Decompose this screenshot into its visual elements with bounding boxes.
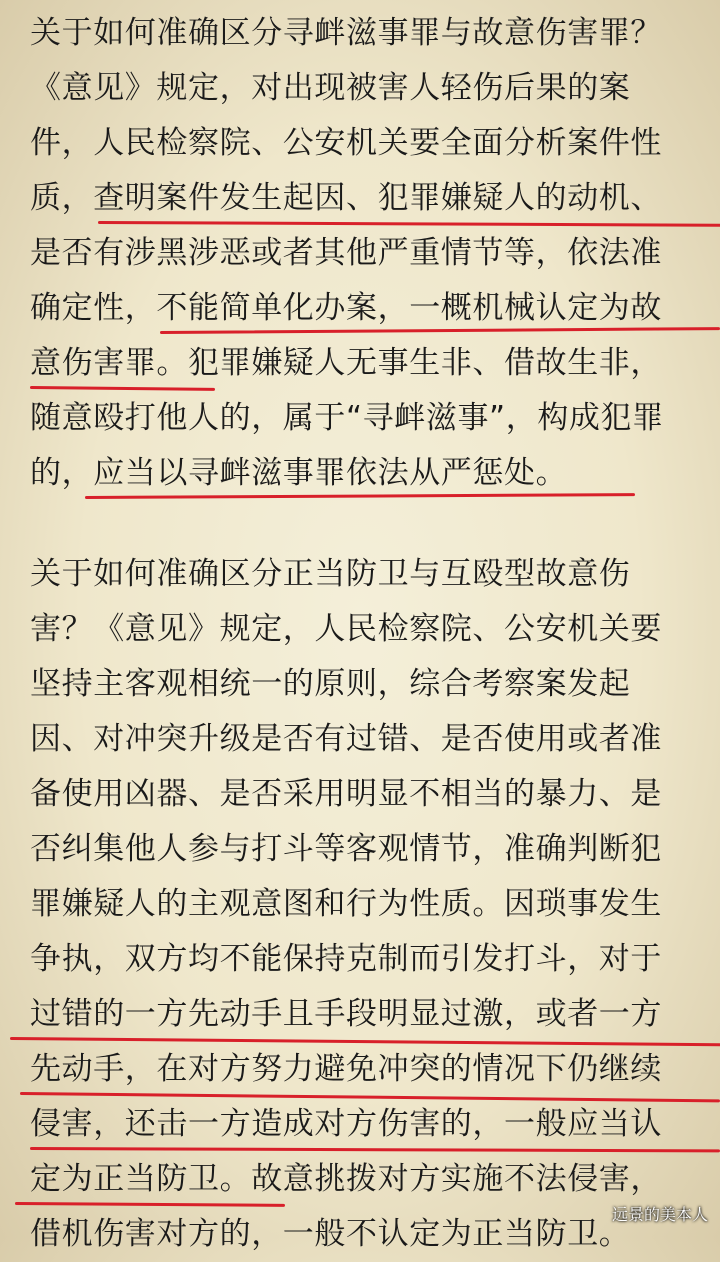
- text-line: 《意见》规定，对出现被害人轻伤后果的案: [30, 70, 631, 106]
- paragraph-provocation: [30, 6, 698, 501]
- text-line: 害？《意见》规定，人民检察院、公安机关要: [30, 611, 662, 647]
- text-line: 过错的一方先动手且手段明显过激，或者一方: [30, 987, 698, 1042]
- text-line: 确定性，不能简单化办案，一概机械认定为故: [30, 281, 698, 336]
- text-line: 是否有涉黑涉恶或者其他严重情节等，依法准: [30, 235, 662, 271]
- text-line: 随意殴打他人的，属于“寻衅滋事”，构成犯罪: [30, 400, 664, 436]
- text-line: 否纠集他人参与打斗等客观情节，准确判断犯: [30, 831, 662, 867]
- text-line: 罪嫌疑人的主观意图和行为性质。因琐事发生: [30, 886, 662, 922]
- red-underline-mark: [160, 327, 720, 334]
- text-line: 借机伤害对方的，一般不认定为正当防卫。: [30, 1216, 631, 1252]
- watermark: 远景的美本人: [611, 1205, 708, 1224]
- text-line: 侵害，还击一方造成对方伤害的，一般应当认: [30, 1097, 698, 1152]
- text-line: 因、对冲突升级是否有过错、是否使用或者准: [30, 721, 662, 757]
- text-line: 备使用凶器、是否采用明显不相当的暴力、是: [30, 776, 662, 812]
- text-line: 质，查明案件发生起因、犯罪嫌疑人的动机、: [30, 171, 698, 226]
- text-line: 争执，双方均不能保持克制而引发打斗，对于: [30, 941, 662, 977]
- text-line: 关于如何准确区分正当防卫与互殴型故意伤: [30, 556, 631, 592]
- text-line: 关于如何准确区分寻衅滋事罪与故意伤害罪？: [30, 15, 662, 51]
- text-line: 的，应当以寻衅滋事罪依法从严惩处。: [30, 446, 698, 501]
- text-line: 件，人民检察院、公安机关要全面分析案件性: [30, 125, 662, 161]
- text-line: 先动手，在对方努力避免冲突的情况下仍继续: [30, 1042, 698, 1097]
- paragraph-gap: [30, 501, 698, 547]
- text-line: 定为正当防卫。故意挑拨对方实施不法侵害，: [30, 1152, 698, 1207]
- red-underline-mark: [85, 493, 635, 499]
- text-line: 意伤害罪。犯罪嫌疑人无事生非、借故生非，: [30, 336, 698, 391]
- text-line: 坚持主客观相统一的原则，综合考察案发起: [30, 666, 631, 702]
- paragraph-self-defense: [30, 547, 698, 1262]
